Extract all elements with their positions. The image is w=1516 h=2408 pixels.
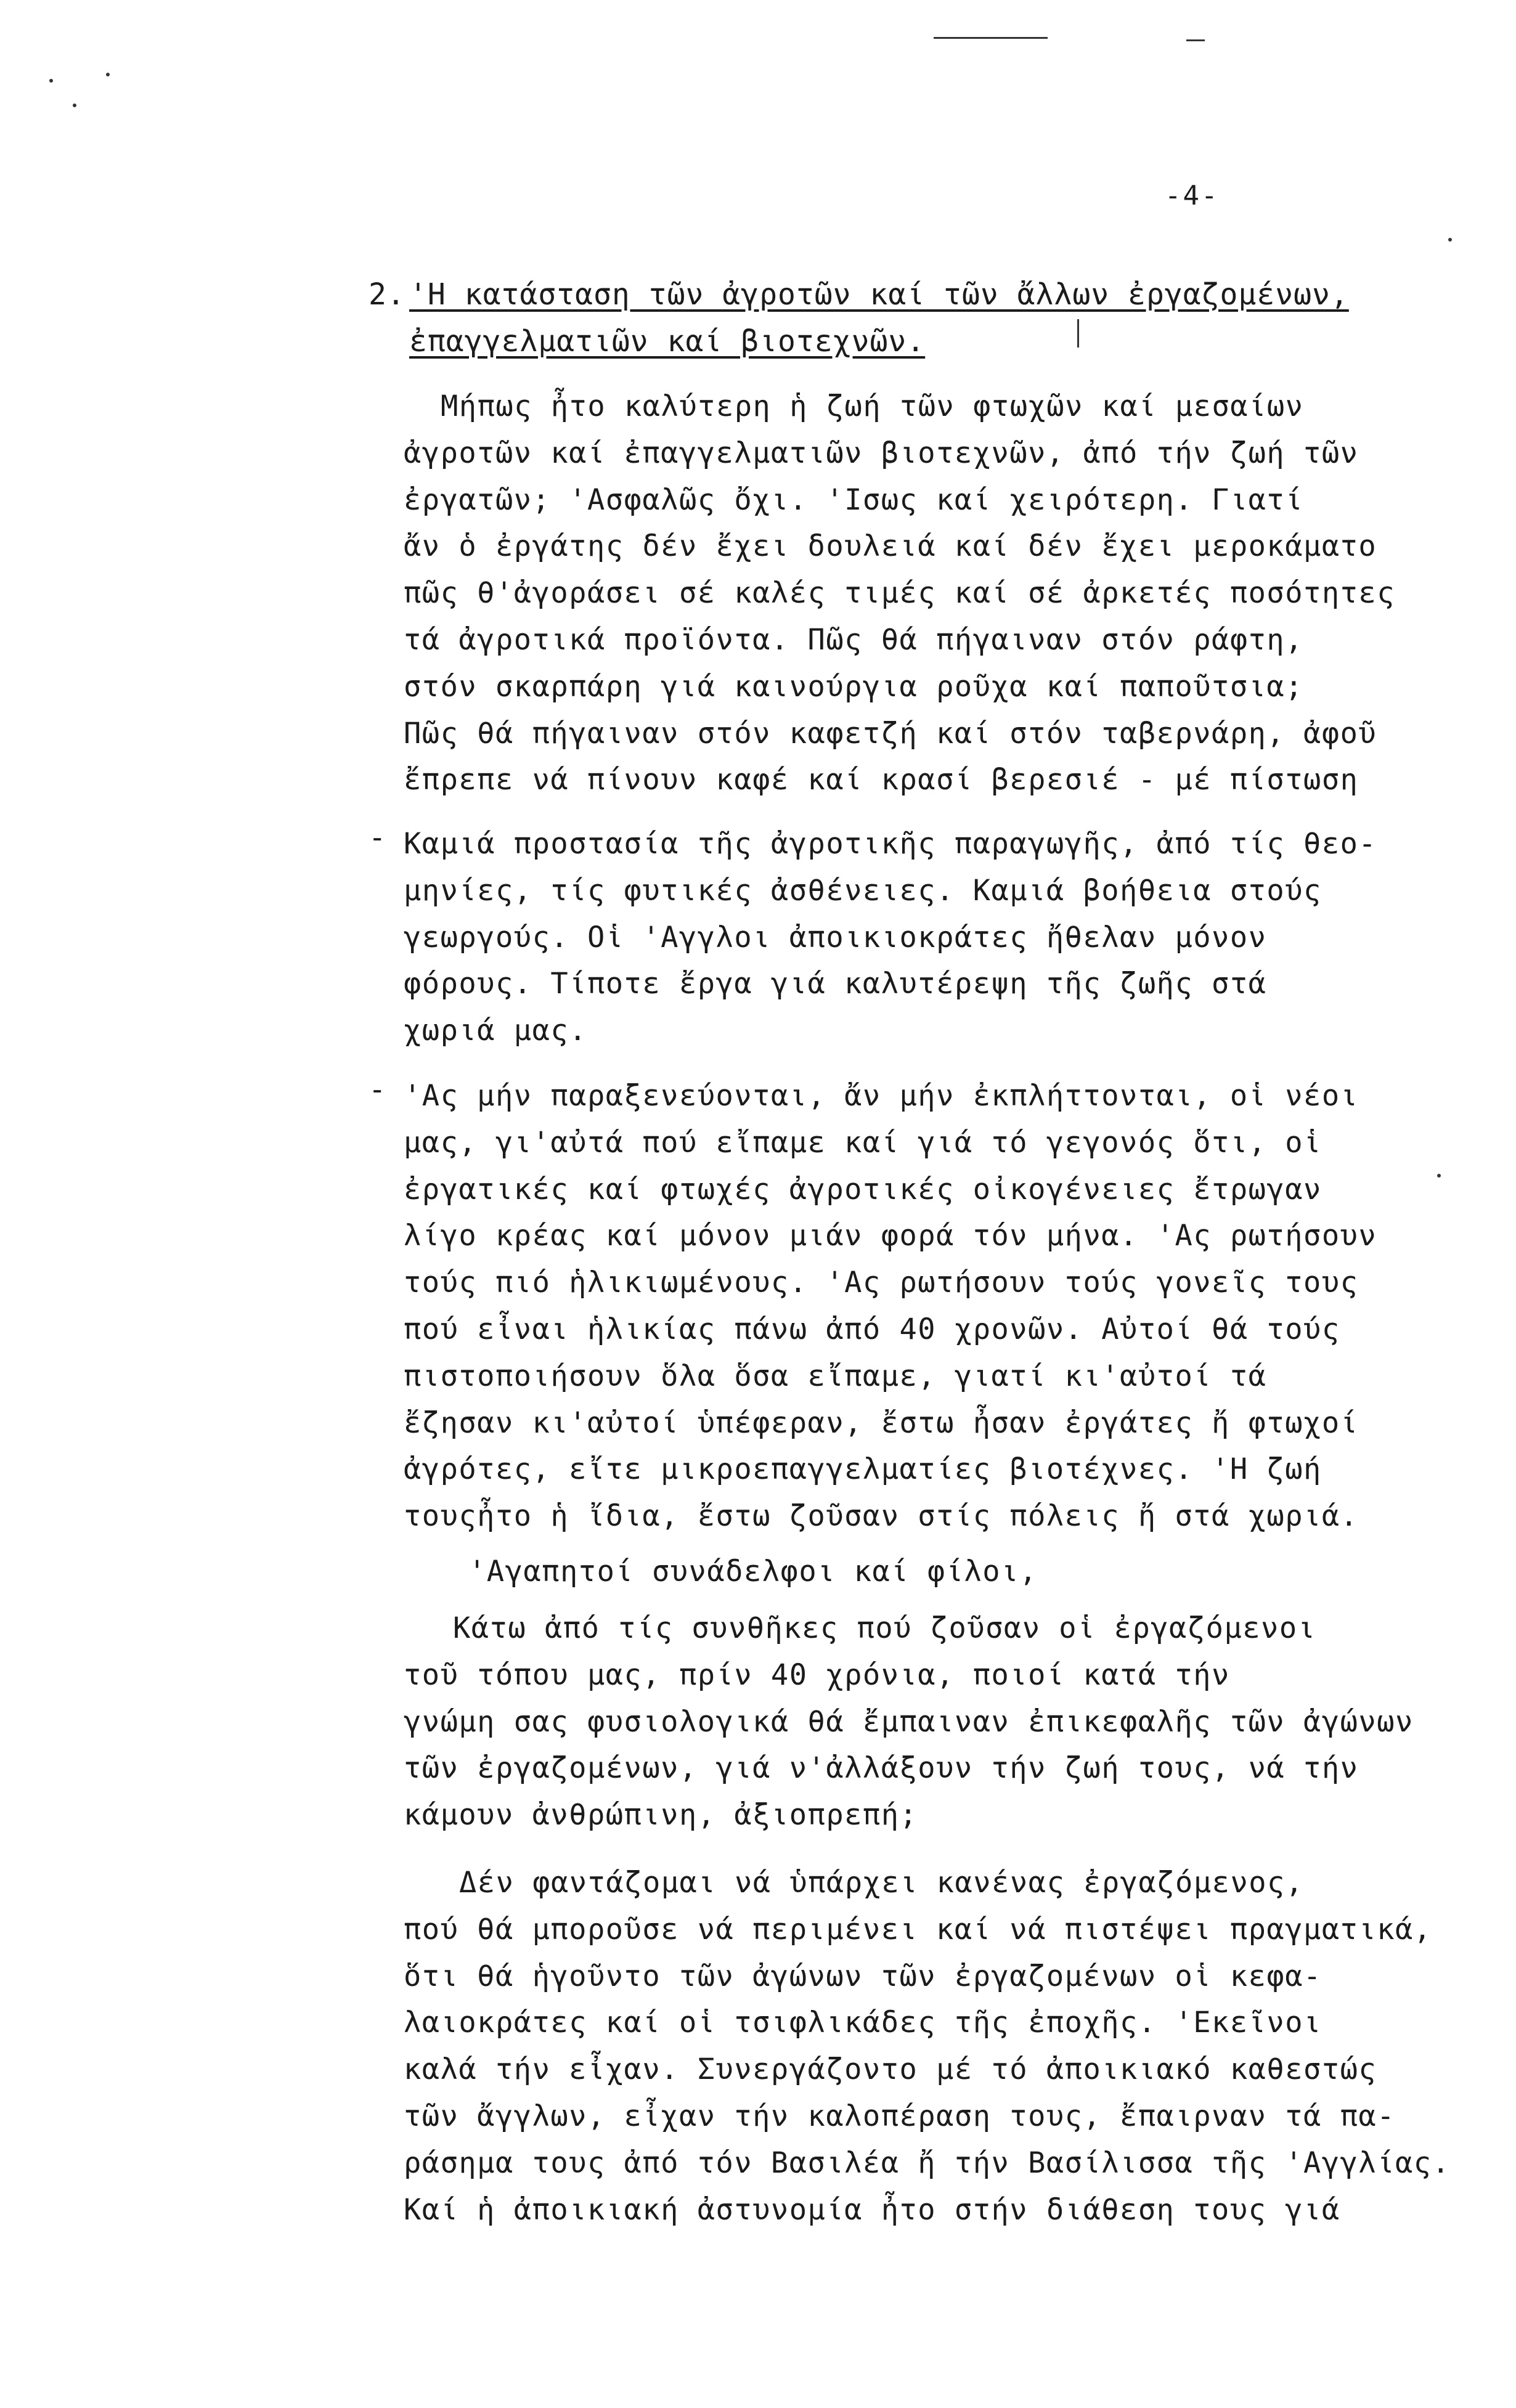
- scan-speck: [106, 73, 110, 76]
- text-line: ἀγροτῶν καί ἐπαγγελματιῶν βιοτεχνῶν, ἀπό τήν ζωή τῶν: [404, 436, 1359, 470]
- text-line: ἔζησαν κι'αὐτοί ὑπέφεραν, ἔστω ἦσαν ἐργάτες ἤ φτωχοί: [404, 1405, 1359, 1440]
- page-number: -4-: [1165, 180, 1220, 211]
- text-line: ἐργατικές καί φτωχές ἀγροτικές οἰκογένειες ἔτρωγαν: [404, 1172, 1322, 1206]
- text-line: 'Αγαπητοί συνάδελφοι καί φίλοι,: [468, 1555, 1038, 1588]
- text-line: γεωργούς. Οἱ 'Αγγλοι ἀποικιοκράτες ἤθελαν μόνον: [404, 920, 1267, 954]
- bullet-dash: -: [369, 1073, 386, 1107]
- text-line: ἐργατῶν; 'Ασφαλῶς ὄχι. 'Ισως καί χειρότερη. Γιατί: [404, 482, 1304, 517]
- text-line: πιστοποιήσουν ὅλα ὅσα εἴπαμε, γιατί κι'αὐτοί τά: [404, 1359, 1267, 1393]
- text-line: Καί ἡ ἀποικιακή ἀστυνομία ἦτο στήν διάθεση τους γιά: [404, 2192, 1340, 2227]
- text-line: Μήπως ἦτο καλύτερη ἡ ζωή τῶν φτωχῶν καί μεσαίων: [441, 389, 1304, 423]
- text-line: φόρους. Τίποτε ἔργα γιά καλυτέρεψη τῆς ζωῆς στά: [404, 967, 1267, 1001]
- text-cursor-mark: [1077, 319, 1079, 348]
- top-rule: [934, 37, 1048, 39]
- text-line: κάμουν ἀνθρώπινη, ἀξιοπρεπή;: [404, 1798, 918, 1832]
- text-line: τῶν ἄγγλων, εἶχαν τήν καλοπέραση τους, ἔπαιρναν τά πα-: [404, 2099, 1396, 2133]
- text-line: γνώμη σας φυσιολογικά θά ἔμπαιναν ἐπικεφαλῆς τῶν ἀγώνων: [404, 1704, 1414, 1739]
- text-line: ὅτι θά ἡγοῦντο τῶν ἀγώνων τῶν ἐργαζομένων οἱ κεφα-: [404, 1959, 1322, 1993]
- text-line: πού εἶναι ἡλικίας πάνω ἀπό 40 χρονῶν. Αὐτοί θά τούς: [404, 1312, 1340, 1346]
- text-line: 'Ας μήν παραξενεύονται, ἄν μήν ἐκπλήττονται, οἱ νέοι: [404, 1079, 1359, 1113]
- paragraph: [404, 383, 1395, 803]
- text-line: ἔπρεπε νά πίνουν καφέ καί κρασί βερεσιέ - μέ πίστωση: [404, 763, 1359, 797]
- text-line: τῶν ἐργαζομένων, γιά ν'ἀλλάξουν τήν ζωή τους, νά τήν: [404, 1751, 1359, 1786]
- text-line: τοῦ τόπου μας, πρίν 40 χρόνια, ποιοί κατά τήν: [404, 1658, 1230, 1692]
- text-line: καλά τήν εἶχαν. Συνεργάζοντο μέ τό ἀποικιακό καθεστώς: [404, 2052, 1377, 2087]
- salutation: [468, 1548, 1038, 1595]
- scan-speck: [1437, 1174, 1441, 1178]
- text-line: ράσημα τους ἀπό τόν Βασιλέα ἤ τήν Βασίλισσα τῆς 'Αγγλίας.: [404, 2146, 1451, 2180]
- paragraph: [404, 821, 1377, 1054]
- text-line: χωριά μας.: [404, 1014, 587, 1048]
- text-line: Καμιά προστασία τῆς ἀγροτικῆς παραγωγῆς, ἀπό τίς θεο-: [404, 827, 1377, 861]
- text-line: στόν σκαρπάρη γιά καινούργια ροῦχα καί παποῦτσια;: [404, 669, 1304, 704]
- text-line: λαιοκράτες καί οἱ τσιφλικάδες τῆς ἐποχῆς. 'Εκεῖνοι: [404, 2006, 1322, 2040]
- text-line: πῶς θ'ἀγοράσει σέ καλές τιμές καί σέ ἀρκετές ποσότητες: [404, 576, 1396, 611]
- scan-speck: [1448, 238, 1452, 242]
- text-line: τά ἀγροτικά προϊόντα. Πῶς θά πήγαιναν στόν ράφτη,: [404, 622, 1304, 657]
- paragraph: [404, 1860, 1450, 2233]
- text-line: τουςἦτο ἡ ἴδια, ἔστω ζοῦσαν στίς πόλεις ἤ στά χωριά.: [404, 1499, 1359, 1534]
- text-line: μηνίες, τίς φυτικές ἀσθένειες. Καμιά βοήθεια στούς: [404, 873, 1322, 908]
- text-line: μας, γι'αὐτά πού εἴπαμε καί γιά τό γεγονός ὅτι, οἱ: [404, 1125, 1322, 1160]
- scan-speck: [49, 79, 53, 83]
- text-line: πού θά μποροῦσε νά περιμένει καί νά πιστέψει πραγματικά,: [404, 1912, 1432, 1946]
- top-rule-mark: [1186, 39, 1205, 41]
- text-line: λίγο κρέας καί μόνον μιάν φορά τόν μήνα. 'Ας ρωτήσουν: [404, 1219, 1377, 1253]
- section-number: 2.: [369, 277, 405, 312]
- text-line: Δέν φαντάζομαι νά ὑπάρχει κανένας ἐργαζόμενος,: [459, 1866, 1304, 1900]
- bullet-dash: -: [369, 821, 386, 855]
- text-line: ἄν ὁ ἐργάτης δέν ἔχει δουλειά καί δέν ἔχει μεροκάματο: [404, 529, 1377, 564]
- paragraph: [404, 1605, 1414, 1839]
- section-title-line: 'Η κατάσταση τῶν ἀγροτῶν καί τῶν ἄλλων ἐργαζομένων,: [409, 277, 1349, 312]
- paragraph: [404, 1073, 1377, 1540]
- text-line: τούς πιό ἡλικιωμένους. 'Ας ρωτήσουν τούς γονεῖς τους: [404, 1266, 1359, 1300]
- scan-speck: [73, 104, 76, 107]
- section-title-line: ἐπαγγελματιῶν καί βιοτεχνῶν.: [409, 324, 926, 359]
- text-line: Πῶς θά πήγαιναν στόν καφετζή καί στόν ταβερνάρη, ἀφοῦ: [404, 716, 1377, 750]
- text-line: Κάτω ἀπό τίς συνθῆκες πού ζοῦσαν οἱ ἐργαζόμενοι: [453, 1611, 1316, 1645]
- text-line: ἀγρότες, εἴτε μικροεπαγγελματίες βιοτέχνες. 'Η ζωή: [404, 1452, 1322, 1487]
